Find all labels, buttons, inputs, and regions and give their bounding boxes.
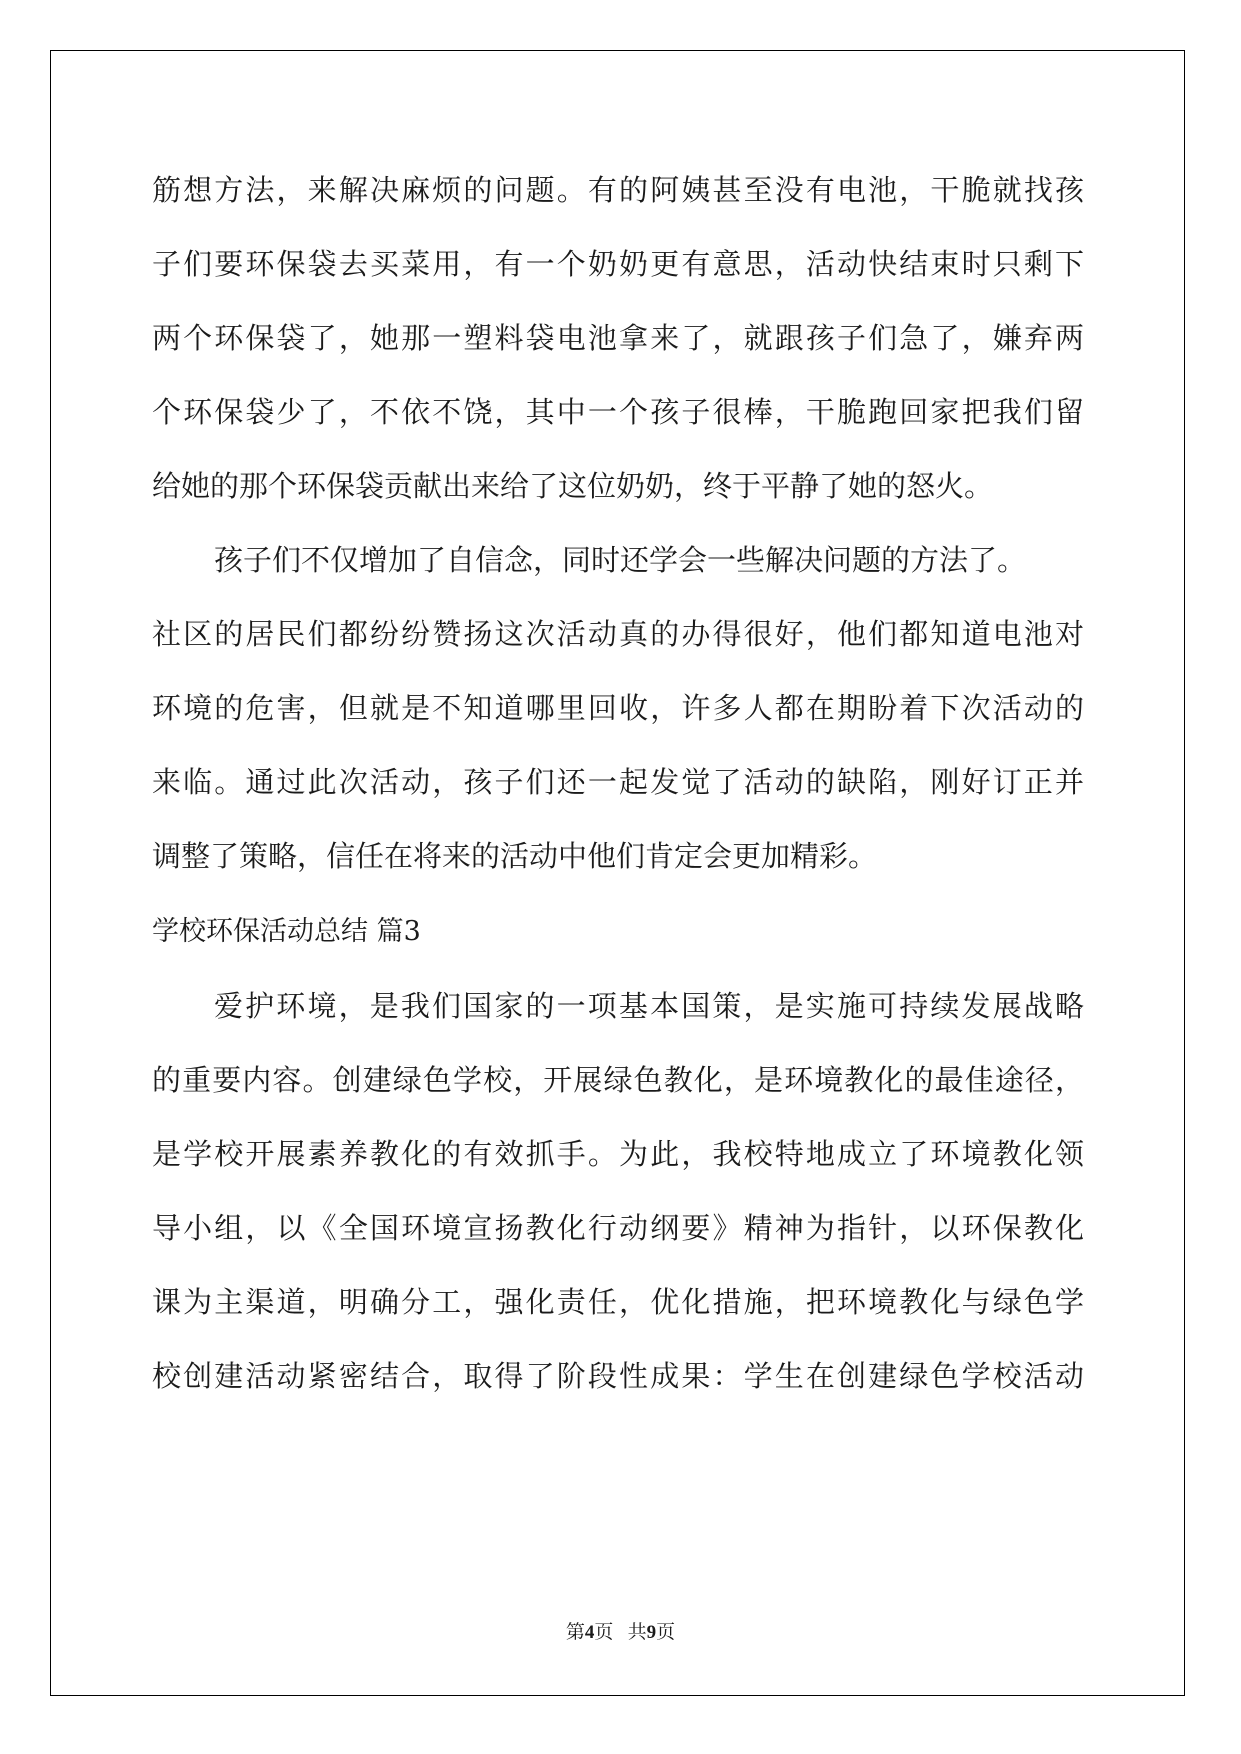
text-line: 是学校开展素养教化的有效抓手。为此，我校特地成立了环境教化领 xyxy=(152,1137,1084,1171)
text-line: 社区的居民们都纷纷赞扬这次活动真的办得很好，他们都知道电池对 xyxy=(152,617,1084,651)
text-line: 导小组，以《全国环境宣扬教化行动纲要》精神为指针，以环保教化 xyxy=(152,1211,1084,1245)
text-line: 调整了策略，信任在将来的活动中他们肯定会更加精彩。 xyxy=(152,839,878,873)
text-line: 校创建活动紧密结合，取得了阶段性成果：学生在创建绿色学校活动 xyxy=(152,1359,1084,1393)
text-line: 的重要内容。创建绿色学校，开展绿色教化，是环境教化的最佳途径， xyxy=(152,1063,1084,1097)
text-line: 两个环保袋了，她那一塑料袋电池拿来了，就跟孩子们急了，嫌弃两 xyxy=(152,321,1084,355)
text-line: 课为主渠道，明确分工，强化责任，优化措施，把环境教化与绿色学 xyxy=(152,1285,1084,1319)
text-line: 给她的那个环保袋贡献出来给了这位奶奶，终于平静了她的怒火。 xyxy=(152,469,994,503)
footer-middle: 页 共 xyxy=(594,1622,647,1643)
text-line: 爱护环境，是我们国家的一项基本国策，是实施可持续发展战略 xyxy=(214,989,1084,1023)
total-page-number: 9 xyxy=(646,1622,657,1643)
text-line: 子们要环保袋去买菜用，有一个奶奶更有意思，活动快结束时只剩下 xyxy=(152,247,1084,281)
text-line: 个环保袋少了，不依不饶，其中一个孩子很棒，干脆跑回家把我们留 xyxy=(152,395,1084,429)
text-line: 筋想方法，来解决麻烦的问题。有的阿姨甚至没有电池，干脆就找孩 xyxy=(152,173,1084,207)
section-heading: 学校环保活动总结 篇3 xyxy=(152,916,421,947)
current-page-number: 4 xyxy=(584,1622,595,1643)
footer-suffix: 页 xyxy=(656,1622,676,1643)
text-line: 来临。通过此次活动，孩子们还一起发觉了活动的缺陷，刚好订正并 xyxy=(152,765,1084,799)
page-number-footer xyxy=(0,1617,1241,1644)
text-line: 孩子们不仅增加了自信念，同时还学会一些解决问题的方法了。 xyxy=(214,543,1027,577)
footer-prefix: 第 xyxy=(565,1622,585,1643)
text-line: 环境的危害，但就是不知道哪里回收，许多人都在期盼着下次活动的 xyxy=(152,691,1084,725)
